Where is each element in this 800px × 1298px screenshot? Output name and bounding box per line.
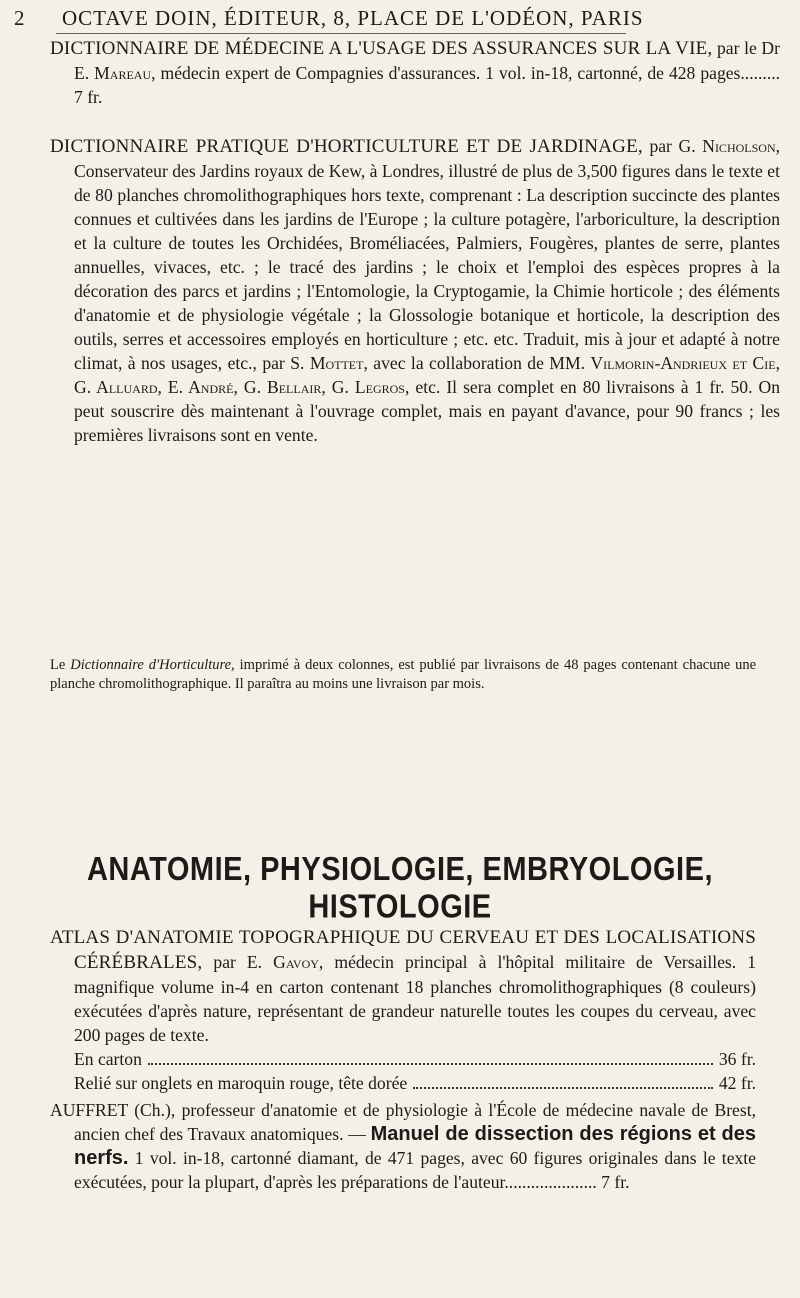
- leader-dots: [148, 1063, 713, 1065]
- leader-dots: [413, 1087, 713, 1089]
- entry-translator: Mottet,: [309, 353, 368, 373]
- entry-title: Manuel de dissection des régions et des nerfs.: [74, 1123, 756, 1169]
- entry-body: médecin expert de Compagnies d'assurances. 1 vol. in-18, cartonné, de 428 pages: [160, 63, 741, 83]
- entry-par: par E.: [213, 952, 263, 972]
- entry-title: ATLAS D'ANATOMIE TOPOGRAPHIQUE DU CERVEAU ET DES LOCALISATIONS CÉRÉBRALES,: [50, 927, 756, 973]
- footnote-horticulture: [50, 656, 756, 694]
- entry-body-2: avec la collaboration de MM.: [373, 353, 585, 373]
- entry-author: Gavoy,: [273, 952, 324, 972]
- entry-par: par G.: [649, 136, 696, 156]
- price-line-relie: [50, 1071, 756, 1095]
- entry-author: Nicholson,: [702, 136, 781, 156]
- entry-body-1: professeur d'anatomie et de physiologie à l'École de médecine navale de Brest, ancien chef des Travaux anatomiques. —: [74, 1100, 756, 1144]
- entry-author: Mareau,: [94, 63, 156, 83]
- price-label: En carton: [74, 1049, 142, 1069]
- entry-author-prefix: par le Dr E.: [74, 38, 780, 83]
- entry-atlas-cerveau: [50, 925, 756, 1095]
- entry-dictionnaire-horticulture: [50, 134, 780, 447]
- entry-body-3: etc. Il sera complet en 80 livraisons à 1 fr. 50. On peut souscrire dès maintenant à l'ouvrage complet, mais en payant d'avance, pour 90 francs ; les premières livraisons sont en vente.: [74, 377, 780, 445]
- entry-price: 7 fr.: [74, 87, 103, 107]
- note-pre: Le: [50, 657, 66, 673]
- price-line-carton: [50, 1047, 756, 1071]
- entry-text: [50, 1098, 756, 1194]
- entry-body-2: 1 vol. in-18, cartonné diamant, de 471 pages, avec 60 figures originales dans le texte exécutées, pour la plupart, d'après les préparations de l'auteur: [74, 1148, 756, 1192]
- leader-dots: .....................: [504, 1172, 597, 1192]
- entry-body-1: Conservateur des Jardins royaux de Kew, à Londres, illustré de plus de 3,500 figures dans le texte et de 80 planches chromolithographiques hors texte, comprenant : La description succincte des plantes connues et cultivées dans les jardins de l'Europe ; la culture potagère, l'arboriculture, la description et la culture de toutes les Orchidées, Broméliacées, Palmiers, Fougères, plantes de serre, plantes annuelles, vivaces, etc. ; le tracé des jardins ; le choix et l'emploi des espèces propres à la décoration des parcs et jardins ; l'Entomologie, la Cryptogamie, la Chimie horticole ; des éléments d'anatomie et de physiologie végétale ; la Glossologie botanique et horticole, la description des outils, serres et accessoires employés en horticulture ; etc. etc. Traduit, mis à jour et adapté à notre climat, à nos usages, etc., par S.: [74, 161, 780, 373]
- running-header: [0, 4, 800, 34]
- entry-title: DICTIONNAIRE DE MÉDECINE A L'USAGE DES ASSURANCES SUR LA VIE,: [50, 38, 713, 59]
- note-body: imprimé à deux colonnes, est publié par livraisons de 48 pages contenant chacune une planche chromolithographique. Il paraîtra au moins une livraison par mois.: [50, 657, 757, 692]
- entry-price: 7 fr.: [601, 1172, 630, 1192]
- price-value: 36 fr.: [718, 1049, 756, 1069]
- price-value: 42 fr.: [718, 1073, 756, 1093]
- entry-text: [50, 925, 756, 1047]
- header-rule: [56, 33, 626, 34]
- entry-dictionnaire-assurances: [50, 36, 780, 109]
- entry-collaborators: Vilmorin-Andrieux et Cie, G. Alluard, E. André, G. Bellair, G. Legros,: [74, 353, 780, 397]
- entry-author: AUFFRET (Ch.),: [50, 1100, 176, 1120]
- entry-title: DICTIONNAIRE PRATIQUE D'HORTICULTURE ET DE JARDINAGE,: [50, 136, 643, 157]
- note-title: Dictionnaire d'Horticulture,: [70, 657, 235, 673]
- entry-body: médecin principal à l'hôpital militaire de Versailles. 1 magnifique volume in-4 en carton contenant 18 planches chromolithographiques (8 couleurs) exécutées d'après nature, représentant de grandeur naturelle toutes les coupes du cerveau, avec 200 pages de texte.: [74, 952, 756, 1045]
- leader-dots: .........: [740, 63, 780, 83]
- page-number: 2: [14, 6, 26, 30]
- section-heading: ANATOMIE, PHYSIOLOGIE, EMBRYOLOGIE, HISTOLOGIE: [86, 851, 714, 926]
- entry-auffret-manuel: [50, 1098, 756, 1194]
- price-label: Relié sur onglets en maroquin rouge, tête dorée: [74, 1073, 408, 1093]
- publisher-header: OCTAVE DOIN, ÉDITEUR, 8, PLACE DE L'ODÉON, PARIS: [62, 6, 644, 30]
